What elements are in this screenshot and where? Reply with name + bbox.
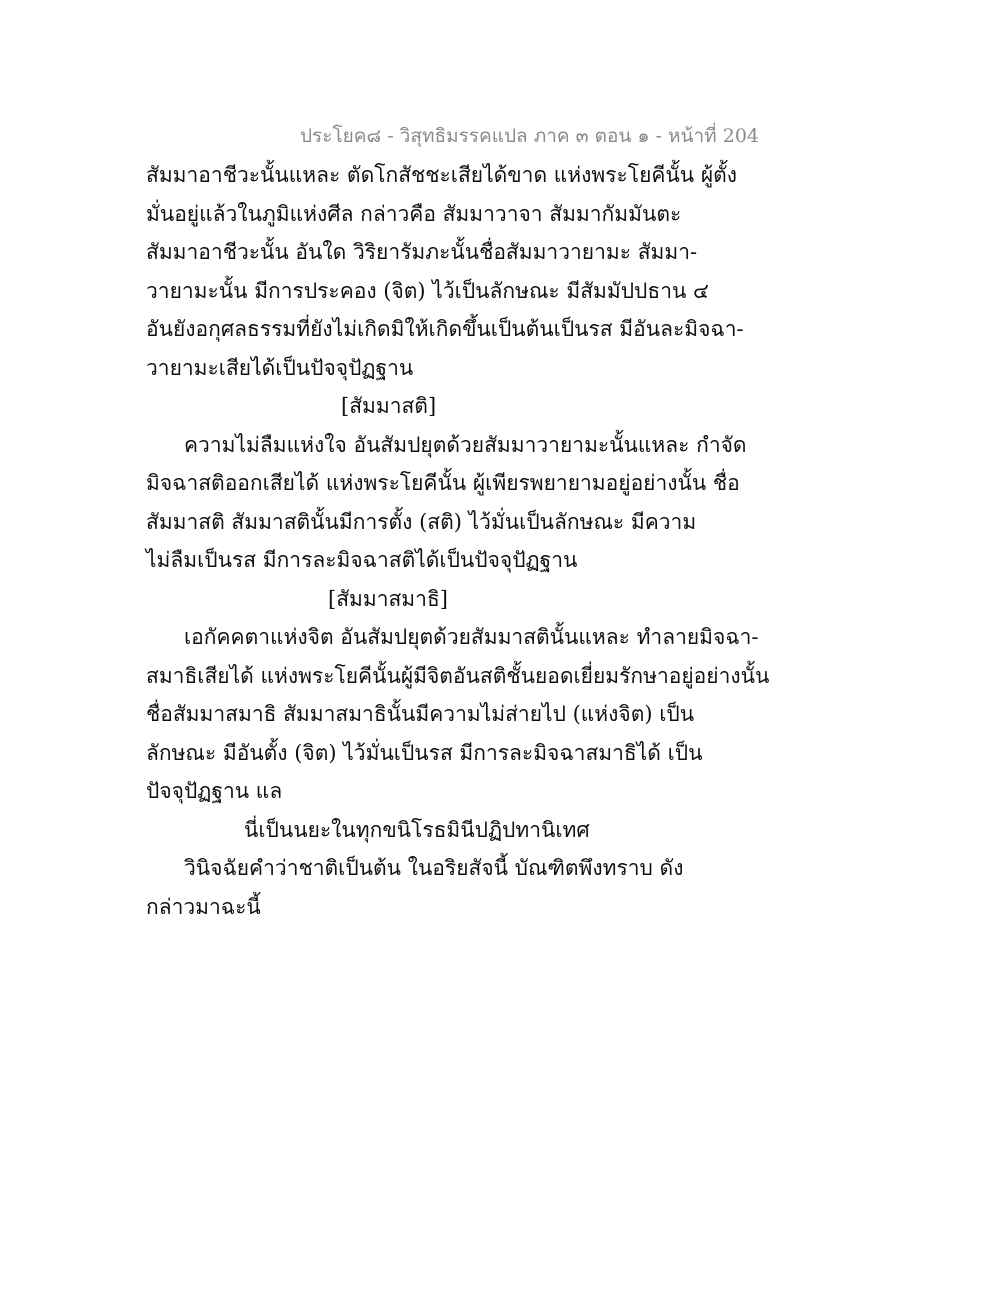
- text-line: สมาธิเสียได้ แห่งพระโยคีนั้นผู้มีจิตอันสติชั้นยอดเยี่ยมรักษาอยู่อย่างนั้น: [146, 663, 770, 688]
- paragraph-first-line: เอกัคคตาแห่งจิต อันสัมปยุตด้วยสัมมาสตินั้นแหละ ทำลายมิจฉา-: [184, 625, 759, 649]
- paragraph-first-line: ความไม่ลืมแห่งใจ อันสัมปยุตด้วยสัมมาวายามะนั้นแหละ กำจัด: [184, 432, 747, 457]
- text-line: มั่นอยู่แล้วในภูมิแห่งศีล กล่าวคือ สัมมาวาจา สัมมากัมมันตะ: [146, 201, 682, 226]
- text-line: อันยังอกุศลธรรมที่ยังไม่เกิดมิให้เกิดขึ้นเป็นต้นเป็นรส มีอันละมิจฉา-: [146, 317, 744, 341]
- text-line: สัมมาอาชีวะนั้น อันใด วิริยารัมภะนั้นชื่อสัมมาวายามะ สัมมา-: [146, 240, 698, 264]
- text-line: ปัจจุปัฏฐาน แล: [146, 779, 283, 803]
- running-header: ประโยค๘ - วิสุทธิมรรคแปล ภาค ๓ ตอน ๑ - หน้าที่ 204: [300, 125, 760, 147]
- text-line: สัมมาอาชีวะนั้นแหละ ตัดโกสัชชะเสียได้ขาด แห่งพระโยคีนั้น ผู้ตั้ง: [146, 163, 738, 187]
- text-line: วายามะเสียได้เป็นปัจจุปัฏฐาน: [146, 355, 414, 380]
- text-line: ชื่อสัมมาสมาธิ สัมมาสมาธินั้นมีความไม่ส่ายไป (แห่งจิต) เป็น: [146, 702, 695, 726]
- text-line: มิจฉาสติออกเสียได้ แห่งพระโยคีนั้น ผู้เพียรพยายามอยู่อย่างนั้น ชื่อ: [146, 471, 740, 495]
- text-line: ลักษณะ มีอันตั้ง (จิต) ไว้มั่นเป็นรส มีการละมิจฉาสมาธิได้ เป็น: [146, 740, 703, 765]
- text-line: ไม่ลืมเป็นรส มีการละมิจฉาสติได้เป็นปัจจุปัฏฐาน: [146, 548, 578, 572]
- section-heading-sammasamadhi: [สัมมาสมาธิ]: [328, 586, 448, 611]
- body-text: [146, 156, 770, 926]
- section-heading-sammasati: [สัมมาสติ]: [341, 394, 437, 418]
- section-conclusion-line: นี่เป็นนยะในทุกขนิโรธมินีปฏิปทานิเทศ: [244, 817, 590, 842]
- text-line: กล่าวมาฉะนี้: [146, 894, 261, 919]
- paragraph-first-line: วินิจฉัยคำว่าชาติเป็นต้น ในอริยสัจนี้ บัณฑิตพึงทราบ ดัง: [184, 856, 684, 880]
- text-line: สัมมาสติ สัมมาสตินั้นมีการตั้ง (สติ) ไว้มั่นเป็นลักษณะ มีความ: [146, 509, 697, 534]
- text-line: วายามะนั้น มีการประคอง (จิต) ไว้เป็นลักษณะ มีสัมมัปปธาน ๔: [146, 278, 709, 303]
